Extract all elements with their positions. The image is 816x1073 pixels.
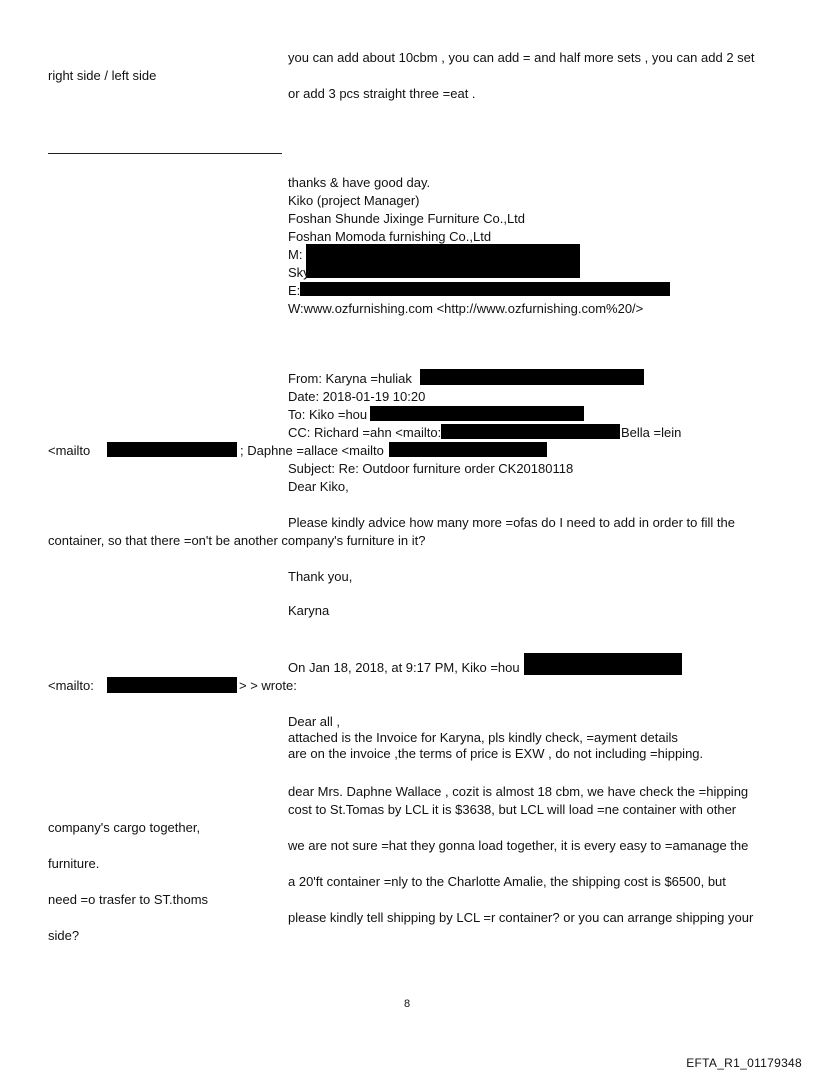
- quoted-p5-line-1: please kindly tell shipping by LCL =r container? or you can arrange shipping your: [288, 910, 754, 925]
- header-cc-daphne: ; Daphne =allace <mailto: [240, 443, 384, 458]
- message-thanks: Thank you,: [288, 569, 353, 584]
- quoted-p5-line-2: side?: [48, 928, 80, 943]
- quoted-p2-line-2: cost to St.Tomas by LCL it is $3638, but LCL will load =ne container with other: [288, 802, 737, 817]
- quoted-p3-line-1: we are not sure =hat they gonna load together, it is every easy to =amanage the: [288, 838, 749, 853]
- redaction-block: [389, 442, 547, 457]
- quoted-mailto: <mailto:: [48, 678, 94, 693]
- header-from: From: Karyna =huliak: [288, 371, 412, 386]
- page-number: 8: [404, 998, 411, 1010]
- header-date: Date: 2018-01-19 10:20: [288, 389, 426, 404]
- redaction-block: [107, 442, 237, 457]
- signature-name: Kiko (project Manager): [288, 193, 420, 208]
- header-cc-bella: Bella =lein: [621, 425, 682, 440]
- quoted-p2-line-3: company's cargo together,: [48, 820, 201, 835]
- signature-website: W:www.ozfurnishing.com <http://www.ozfurnishing.com%20/>: [288, 301, 644, 316]
- signature-mobile-label: M:: [288, 247, 303, 262]
- redaction-block: [370, 406, 584, 421]
- redaction-block: [306, 244, 580, 278]
- redaction-block: [300, 282, 670, 296]
- quoted-p2-line-1: dear Mrs. Daphne Wallace , cozit is almost 18 cbm, we have check the =hipping: [288, 784, 749, 799]
- reply-line-1: you can add about 10cbm , you can add = and half more sets , you can add 2 set: [288, 50, 755, 65]
- signature-divider: [48, 153, 282, 154]
- quoted-wrote: > > wrote:: [239, 678, 297, 693]
- quoted-p4-line-1: a 20'ft container =nly to the Charlotte Amalie, the shipping cost is $6500, but: [288, 874, 726, 889]
- redaction-block: [441, 424, 620, 439]
- quoted-p4-line-2: need =o trasfer to ST.thoms: [48, 892, 209, 907]
- signature-thanks: thanks & have good day.: [288, 175, 431, 190]
- bates-number: EFTA_R1_01179348: [686, 1056, 802, 1070]
- signature-company-2: Foshan Momoda furnishing Co.,Ltd: [288, 229, 492, 244]
- quoted-intro: On Jan 18, 2018, at 9:17 PM, Kiko =hou: [288, 660, 520, 675]
- message-line-1-wrap: container, so that there =on't be another company's furniture in it?: [48, 533, 426, 548]
- header-to: To: Kiko =hou: [288, 407, 368, 422]
- header-cc: CC: Richard =ahn <mailto:: [288, 425, 442, 440]
- header-greeting: Dear Kiko,: [288, 479, 349, 494]
- message-line-1: Please kindly advice how many more =ofas do I need to add in order to fill the: [288, 515, 735, 530]
- message-signoff: Karyna: [288, 603, 330, 618]
- header-cc-mailto: <mailto: [48, 443, 91, 458]
- quoted-p3-line-2: furniture.: [48, 856, 100, 871]
- reply-line-1-wrap: right side / left side: [48, 68, 157, 83]
- signature-company-1: Foshan Shunde Jixinge Furniture Co.,Ltd: [288, 211, 526, 226]
- signature-email-label: E:: [288, 283, 301, 298]
- reply-line-2: or add 3 pcs straight three =eat .: [288, 86, 476, 101]
- quoted-p1-line-2: are on the invoice ,the terms of price is EXW , do not including =hipping.: [288, 746, 704, 761]
- quoted-p1-line-1: attached is the Invoice for Karyna, pls kindly check, =ayment details: [288, 730, 678, 745]
- signature-skype-label: Sky: [288, 265, 310, 280]
- header-subject: Subject: Re: Outdoor furniture order CK20180118: [288, 461, 574, 476]
- redaction-block: [524, 653, 682, 675]
- quoted-greeting: Dear all ,: [288, 714, 341, 729]
- redaction-block: [420, 369, 644, 385]
- redaction-block: [107, 677, 237, 693]
